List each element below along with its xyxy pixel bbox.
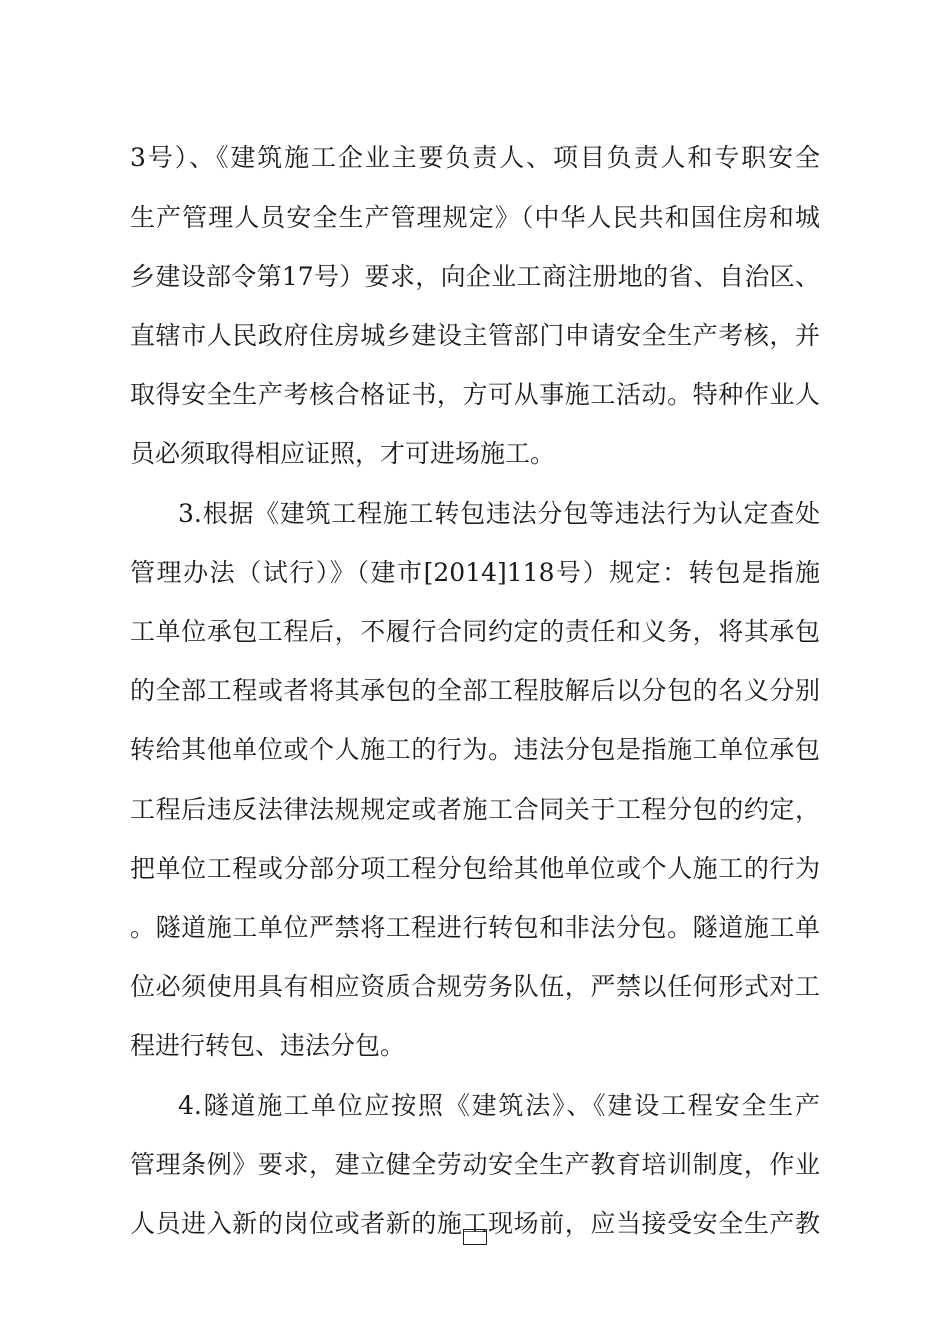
text-line: 把单位工程或分部分项工程分包给其他单位或个人施工的行为 (130, 854, 820, 883)
text-line: 员必须取得相应证照，才可进场施工。 (130, 439, 556, 468)
text-line: 管理条例》要求，建立健全劳动安全生产教育培训制度，作业 (130, 1150, 820, 1179)
text-line: 直辖市人民政府住房城乡建设主管部门申请安全生产考核，并 (130, 321, 820, 350)
text-line: 管理办法（试行）》（建市[2014]118号）规定：转包是指施 (130, 558, 820, 587)
text-line: 取得安全生产考核合格证书，方可从事施工活动。特种作业人 (130, 380, 820, 409)
text-line: 的全部工程或者将其承包的全部工程肢解后以分包的名义分别 (130, 676, 820, 705)
page-number-box (463, 1229, 487, 1245)
text-line: 转给其他单位或个人施工的行为。违法分包是指施工单位承包 (130, 735, 820, 764)
paragraph-4-start: 4.隧道施工单位应按照《建筑法》、《建设工程安全生产 (178, 1091, 820, 1120)
text-line: 生产管理人员安全生产管理规定》（中华人民共和国住房和城 (130, 203, 820, 232)
text-line: 人员进入新的岗位或者新的施工现场前，应当接受安全生产教 (130, 1209, 820, 1238)
text-line: 工单位承包工程后，不履行合同约定的责任和义务，将其承包 (130, 617, 820, 646)
text-line: 。隧道施工单位严禁将工程进行转包和非法分包。隧道施工单 (130, 913, 820, 942)
text-line: 程进行转包、违法分包。 (130, 1031, 406, 1060)
text-line: 位必须使用具有相应资质合规劳务队伍，严禁以任何形式对工 (130, 972, 820, 1001)
text-line: 乡建设部令第17号）要求，向企业工商注册地的省、自治区、 (130, 262, 820, 291)
paragraph-3-start: 3.根据《建筑工程施工转包违法分包等违法行为认定查处 (178, 499, 820, 528)
text-line: 3号）、《建筑施工企业主要负责人、项目负责人和专职安全 (130, 143, 820, 172)
text-line: 工程后违反法律法规规定或者施工合同关于工程分包的约定， (130, 795, 820, 824)
